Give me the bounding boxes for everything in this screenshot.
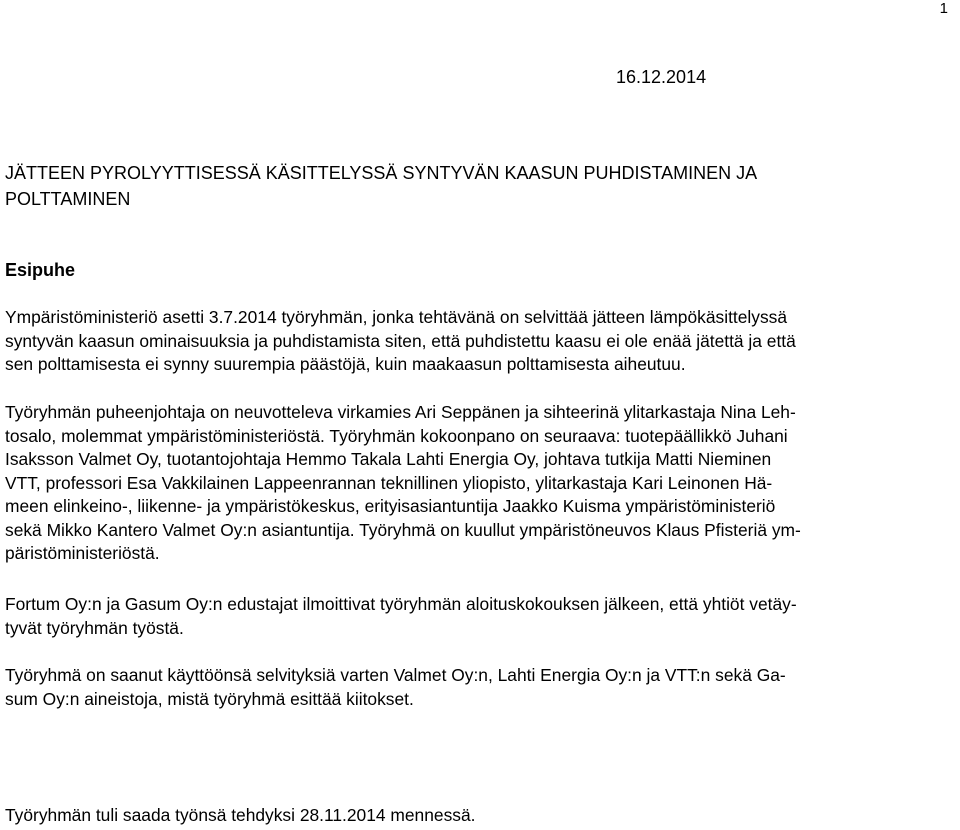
paragraph-line: Ympäristöministeriö asetti 3.7.2014 työryhmän, jonka tehtävänä on selvittää jätteen lämpökäsittelyssä — [5, 307, 788, 327]
title-line: POLTTAMINEN — [5, 189, 131, 209]
paragraph-3 — [5, 593, 950, 640]
title-line: JÄTTEEN PYROLYYTTISESSÄ KÄSITTELYSSÄ SYNTYVÄN KAASUN PUHDISTAMINEN JA — [5, 163, 758, 183]
paragraph-line: päristöministeriöstä. — [5, 543, 160, 563]
paragraph-line: VTT, professori Esa Vakkilainen Lappeenrannan teknillinen yliopisto, ylitarkastaja Kari Leinonen Hä- — [5, 472, 773, 493]
paragraph-line: Työryhmän puheenjohtaja on neuvotteleva virkamies Ari Seppänen ja sihteerinä ylitarkastaja Nina Leh- — [5, 402, 796, 422]
paragraph-1 — [5, 306, 950, 377]
paragraph-5 — [5, 804, 950, 828]
paragraph-line: sen polttamisesta ei synny suurempia päästöjä, kuin maakaasun polttamisesta aiheutuu. — [5, 354, 686, 374]
paragraph-line: tosalo, molemmat ympäristöministeriöstä. Työryhmän kokoonpano on seuraava: tuotepäällikkö Juhani — [5, 425, 788, 446]
paragraph-line: meen elinkeino-, liikenne- ja ympäristökeskus, erityisasiantuntija Jaakko Kuisma ympäristöministeriö — [5, 496, 776, 516]
section-heading: Esipuhe — [5, 260, 76, 280]
page-number: 1 — [939, 0, 948, 17]
document-title — [5, 160, 945, 212]
paragraph-line: tyvät työryhmän työstä. — [5, 617, 184, 638]
paragraph-line: Työryhmä on saanut käyttöönsä selvityksiä varten Valmet Oy:n, Lahti Energia Oy:n ja VTT:n sekä Ga- — [5, 665, 786, 685]
paragraph-line: syntyvän kaasun ominaisuuksia ja puhdistamista siten, että puhdistettu kaasu ei ole enää jätettä ja että — [5, 330, 796, 351]
paragraph-4 — [5, 664, 950, 711]
paragraph-2 — [5, 401, 950, 566]
paragraph-line: Isaksson Valmet Oy, tuotantojohtaja Hemmo Takala Lahti Energia Oy, johtava tutkija Matti Nieminen — [5, 449, 772, 469]
paragraph-line: Työryhmän tuli saada työnsä tehdyksi 28.11.2014 mennessä. — [5, 805, 476, 825]
document-date: 16.12.2014 — [616, 67, 707, 87]
paragraph-line: sum Oy:n aineistoja, mistä työryhmä esittää kiitokset. — [5, 688, 414, 709]
paragraph-line: sekä Mikko Kantero Valmet Oy:n asiantuntija. Työryhmä on kuullut ympäristöneuvos Klaus Pfisteriä ym- — [5, 519, 801, 540]
paragraph-line: Fortum Oy:n ja Gasum Oy:n edustajat ilmoittivat työryhmän aloituskokouksen jälkeen, että yhtiöt vetäy- — [5, 594, 797, 614]
